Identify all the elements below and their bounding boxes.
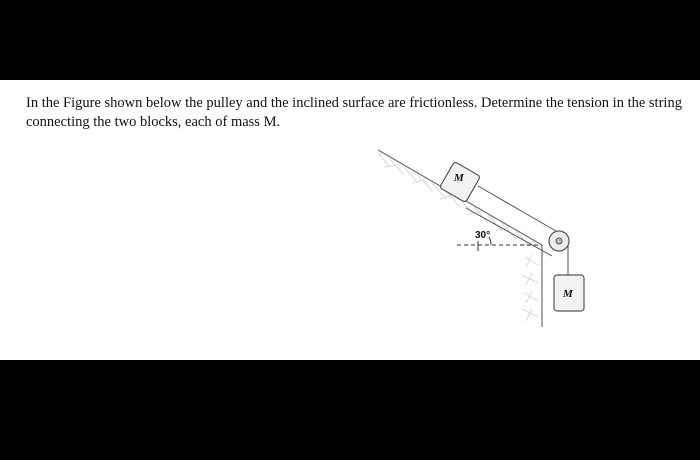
angle-label: 30° bbox=[475, 230, 491, 241]
block-on-incline-label: M bbox=[454, 172, 464, 184]
string-upper bbox=[478, 186, 556, 231]
question-text: In the Figure shown below the pulley and the inclined surface are frictionless. Determine the tension in the string connecting the two blocks, each of mass M. bbox=[26, 95, 682, 130]
hanging-block-label: M bbox=[563, 288, 573, 300]
pulley bbox=[549, 231, 569, 251]
incline-pulley-diagram bbox=[360, 145, 610, 335]
